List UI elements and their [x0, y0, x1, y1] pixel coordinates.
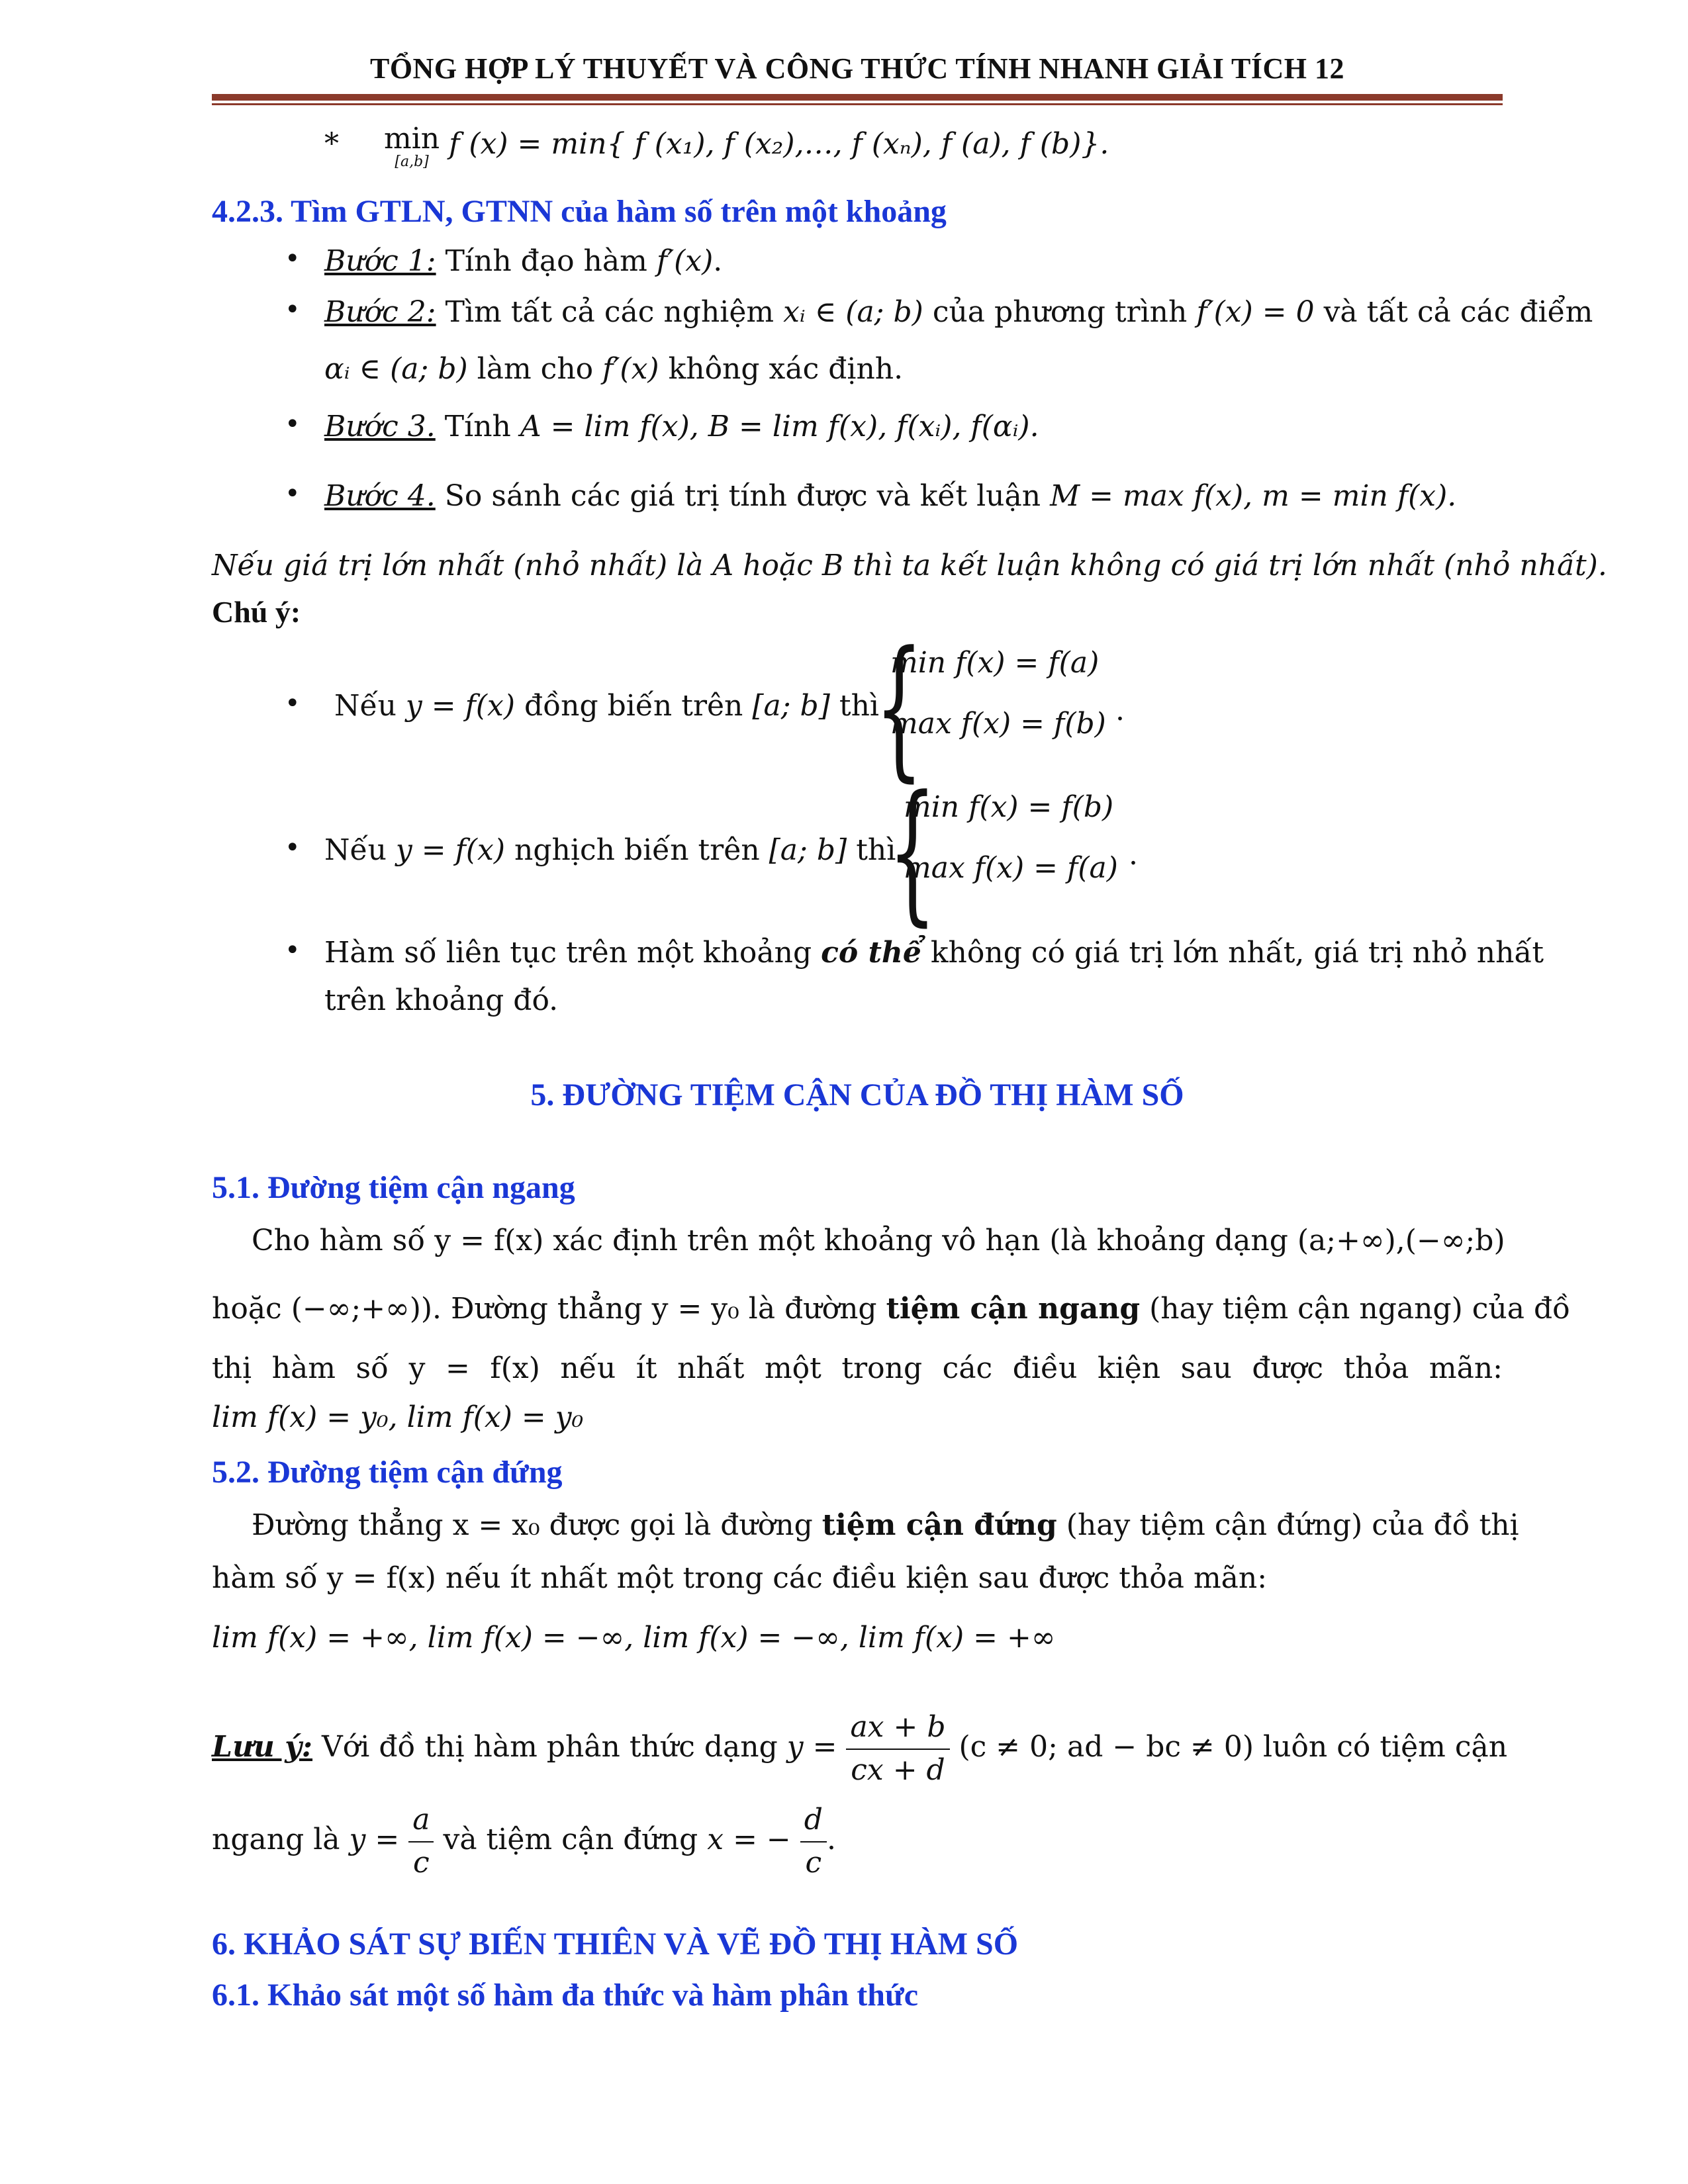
case-1-text-a: Nếu — [334, 689, 406, 723]
step-2-line-2 — [324, 349, 903, 389]
case-2-text-a: Nếu — [324, 833, 396, 867]
case-1-text-b: đồng biến trên — [524, 689, 753, 723]
header-rule-thin — [212, 103, 1503, 105]
bullet-dot: • — [285, 295, 301, 325]
case-3-emphasis: có thể — [821, 936, 921, 970]
step-2-expr-b: f′(x) = 0 — [1196, 295, 1315, 329]
case-2-row-2: max f(x) = f(a) — [904, 851, 1118, 885]
s52-paragraph-line-2: hàm số y = f(x) nếu ít nhất một trong các điều kiện sau được thỏa mãn: — [212, 1561, 1268, 1595]
case-2-text-b: nghịch biến trên — [514, 833, 769, 867]
step-2-line2-text-b: không xác định. — [668, 352, 904, 386]
s52-limits: lim f(x) = +∞, lim f(x) = −∞, lim f(x) = −∞, lim f(x) = +∞ — [212, 1621, 1056, 1655]
step-1: Bước 1: Tính đạo hàm f′(x). — [324, 244, 723, 278]
chu-y-label: Chú ý: — [212, 595, 301, 629]
left-brace: { — [888, 764, 937, 940]
case-1 — [334, 686, 879, 726]
note-italic: Nếu giá trị lớn nhất (nhỏ nhất) là A hoặc B thì ta kết luận không có giá trị lớn nhất (nhỏ nhất). — [212, 549, 1607, 582]
case-2-text-c: thì — [856, 833, 896, 867]
ngang-line: ngang là y = $\frac{a}{c}$ và tiệm cận đứng x = − $\frac{d}{c}$ . — [212, 1803, 836, 1880]
step-3 — [324, 407, 1039, 447]
step-1-text: Tính đạo hàm — [436, 244, 657, 278]
step-2 — [324, 293, 1593, 332]
running-header: TỔNG HỢP LÝ THUYẾT VÀ CÔNG THỨC TÍNH NHANH GIẢI TÍCH 12 — [369, 52, 1345, 85]
section-6-title: 6. KHẢO SÁT SỰ BIẾN THIÊN VÀ VẼ ĐỒ THỊ HÀM SỐ — [212, 1927, 1019, 1962]
vertical-asymptote-fraction: $\frac{d}{c}$ — [800, 1803, 827, 1880]
s51-paragraph-line-3: thị hàm số y = f(x) nếu ít nhất một trong các điều kiện sau được thỏa mãn: — [212, 1351, 1503, 1385]
horizontal-asymptote-fraction: $\frac{a}{c}$ — [408, 1803, 434, 1880]
luu-y-label: Lưu ý: — [212, 1730, 313, 1764]
s51-paragraph-line-1: Cho hàm số y = f(x) xác định trên một khoảng vô hạn (là khoảng dạng (a;+∞),(−∞;b) — [252, 1224, 1505, 1257]
bullet-dot: • — [285, 688, 301, 719]
step-2-line2-expr-b: f′(x) — [602, 352, 659, 386]
bullet-dot: • — [285, 409, 301, 439]
bullet-dot: • — [285, 833, 301, 863]
step-2-expr-a: xᵢ ∈ (a; b) — [783, 295, 923, 329]
min-formula-expr: f (x) = min{ f (x₁), f (x₂),…, f (xₙ), f (a), f (b)}. — [449, 127, 1109, 161]
case-3 — [324, 933, 1544, 973]
step-2-text-b: của phương trình — [932, 295, 1197, 329]
period: . — [1115, 694, 1125, 727]
step-2-text-c: và tất cả các điểm — [1323, 295, 1593, 329]
step-4-label: Bước 4. — [324, 479, 436, 513]
s52-paragraph-line-1 — [252, 1506, 1519, 1545]
section-5-2-title: 5.2. Đường tiệm cận đứng — [212, 1455, 563, 1490]
s52-p1-bold: tiệm cận đứng — [821, 1508, 1057, 1542]
rational-function-fraction: $\frac{ax + b}{cx + d}$ — [846, 1711, 949, 1787]
bullet-dot: • — [285, 478, 301, 509]
section-4-2-3-title: 4.2.3. Tìm GTLN, GTNN của hàm số trên một khoảng — [212, 194, 947, 229]
step-3-text: Tính — [435, 410, 520, 443]
s51-p2-bold: tiệm cận ngang — [886, 1292, 1141, 1326]
section-5-1-title: 5.1. Đường tiệm cận ngang — [212, 1170, 575, 1205]
min-operator: min [a,b] — [384, 122, 440, 170]
step-2-line2-text-a: làm cho — [477, 352, 603, 386]
left-brace: { — [874, 619, 923, 796]
asterisk-bullet: * — [324, 127, 339, 161]
ngang-text-a: ngang là — [212, 1823, 350, 1857]
bullet-dot: • — [285, 935, 301, 966]
section-6-1-title: 6.1. Khảo sát một số hàm đa thức và hàm phân thức — [212, 1978, 919, 2013]
case-3-text-a: Hàm số liên tục trên một khoảng — [324, 936, 821, 970]
s51-p2-text-b: (hay tiệm cận ngang) của đồ — [1140, 1292, 1571, 1326]
s52-p1-text-b: (hay tiệm cận đứng) của đồ thị — [1056, 1508, 1519, 1542]
s52-p1-text-a: Đường thẳng x = x₀ được gọi là đường — [252, 1508, 822, 1542]
step-2-label: Bước 2: — [324, 295, 436, 329]
case-3-text-b: không có giá trị lớn nhất, giá trị nhỏ nhất — [921, 936, 1544, 970]
case-1-expr: y = f(x) — [405, 689, 516, 723]
ngang-text-b: và tiệm cận đứng — [443, 1823, 708, 1857]
luu-y-line: Lưu ý: Với đồ thị hàm phân thức dạng y = $\frac{ax + b}{cx + d}$ (c ≠ 0; ad − bc ≠ 0) luôn có tiệm cận — [212, 1710, 1508, 1787]
step-4-expr: M = max f(x), m = min f(x). — [1050, 479, 1457, 513]
s51-p2-text-a: hoặc (−∞;+∞)). Đường thẳng y = y₀ là đường — [212, 1292, 886, 1326]
case-1-domain: [a; b] — [752, 689, 830, 723]
step-4 — [324, 477, 1456, 516]
period: . — [1129, 838, 1138, 872]
step-1-label: Bước 1: — [324, 244, 436, 278]
s51-paragraph-line-2 — [212, 1289, 1570, 1329]
step-1-expr: f′(x) — [656, 244, 714, 278]
case-2-domain: [a; b] — [769, 833, 847, 867]
case-1-text-c: thì — [839, 689, 879, 723]
step-2-text-a: Tìm tất cả các nghiệm — [436, 295, 784, 329]
step-3-label: Bước 3. — [324, 410, 436, 443]
min-formula-line — [324, 124, 1109, 169]
step-2-line2-expr: αᵢ ∈ (a; b) — [324, 352, 468, 386]
header-rule-thick — [212, 94, 1503, 101]
case-2 — [324, 831, 896, 870]
s51-limits: lim f(x) = y₀, lim f(x) = y₀ — [212, 1400, 584, 1434]
luu-y-text-b: (c ≠ 0; ad − bc ≠ 0) luôn có tiệm cận — [959, 1730, 1508, 1764]
case-3-line-2: trên khoảng đó. — [324, 983, 559, 1017]
case-1-row-2: max f(x) = f(b) — [890, 707, 1106, 741]
section-5-title: 5. ĐƯỜNG TIỆM CẬN CỦA ĐỒ THỊ HÀM SỐ — [530, 1077, 1184, 1113]
luu-y-text-a: Với đồ thị hàm phân thức dạng — [312, 1730, 787, 1764]
case-1-row-1: min f(x) = f(a) — [890, 646, 1100, 680]
case-2-expr: y = f(x) — [395, 833, 506, 867]
bullet-dot: • — [285, 244, 301, 274]
case-2-row-1: min f(x) = f(b) — [904, 790, 1114, 824]
step-3-expr: A = lim f(x), B = lim f(x), f(xᵢ), f(αᵢ). — [520, 410, 1039, 443]
step-4-text: So sánh các giá trị tính được và kết luận — [435, 479, 1051, 513]
